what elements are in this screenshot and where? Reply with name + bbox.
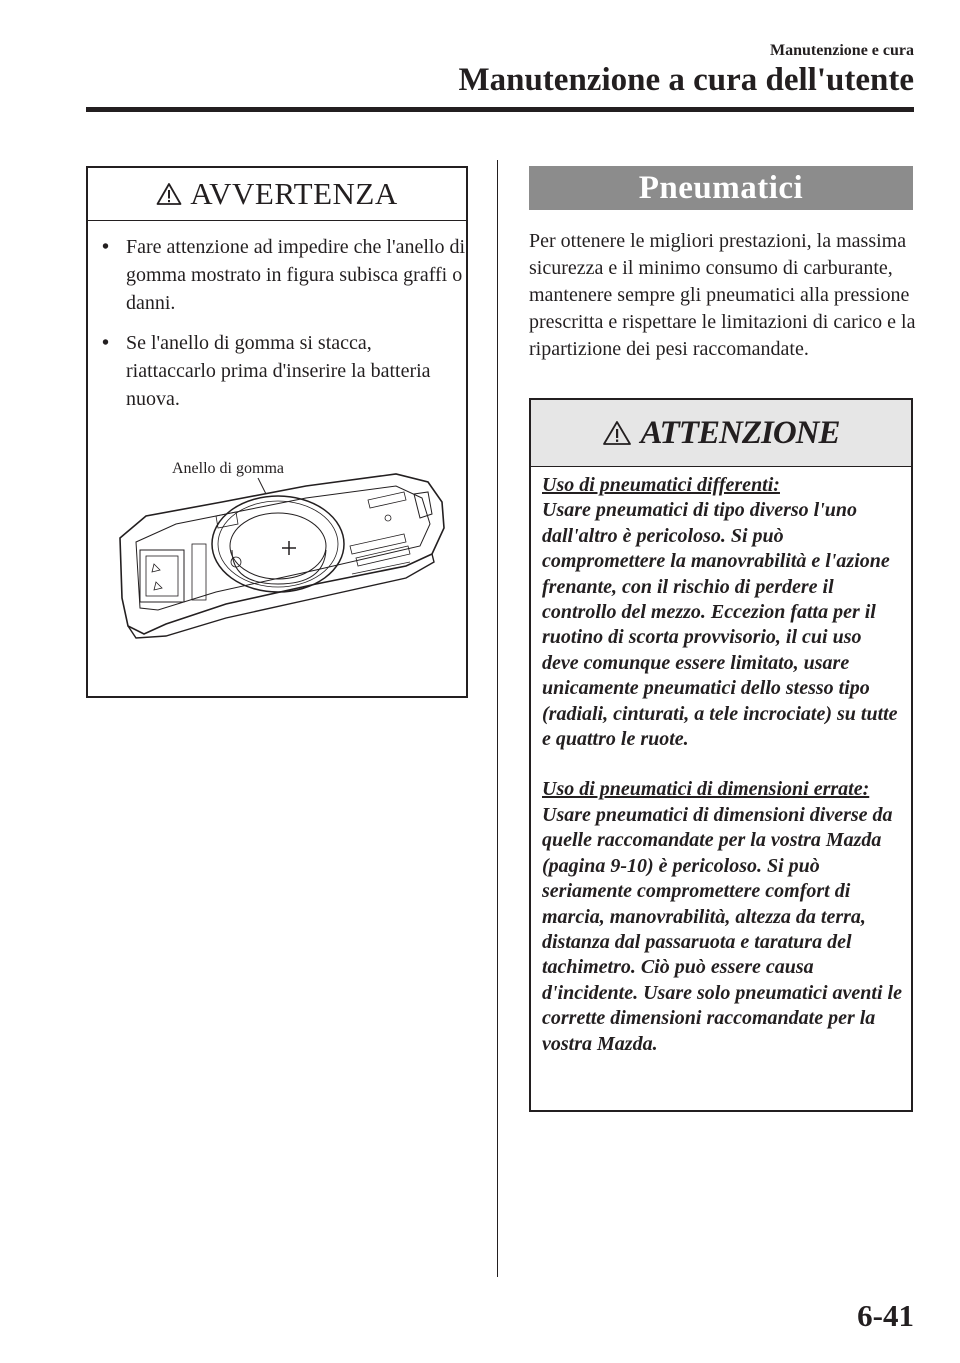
warning-triangle-icon (602, 420, 632, 446)
warning-item (102, 329, 466, 413)
warning-item (102, 233, 466, 317)
warning-list (88, 233, 466, 413)
caution-body (531, 467, 911, 1057)
key-battery-figure (106, 458, 450, 658)
section-title: Manutenzione a cura dell'utente (458, 62, 914, 98)
warning-item-text: Fare attenzione ad impedire che l'anello di gomma mostrato in figura subisca graffi o danni. (126, 236, 466, 314)
warning-title: AVVERTENZA (190, 176, 398, 211)
caution-subtitle: Uso di pneumatici di dimensioni errate: (542, 778, 870, 801)
warning-box (86, 166, 468, 698)
section-heading-bar (529, 166, 913, 210)
warning-item-text: Se l'anello di gomma si stacca, riattaccarlo prima d'inserire la batteria nuova. (126, 332, 431, 410)
chapter-title: Manutenzione e cura (770, 42, 914, 59)
caution-box (529, 398, 913, 1112)
caution-subtitle: Uso di pneumatici differenti: (542, 474, 780, 496)
header-rule (86, 107, 914, 112)
warning-triangle-icon (156, 182, 182, 206)
intro-paragraph: Per ottenere le migliori prestazioni, la massima sicurezza e il minimo consumo di carburante, mantenere sempre gli pneumatici alla pressione prescritta e rispettare le limitazioni di carico e la ripartizione dei pesi raccomandate. (529, 230, 916, 360)
caution-text: Usare pneumatici di dimensioni diverse da quelle raccomandate per la vostra Mazda (pagina 9-10) è pericoloso. Si può seriamente compromettere comfort di marcia, manovrabilità, altezza da terra, distanza dal passaruota e taratura del tachimetro. Ciò può essere causa d'incidente. Usare solo pneumatici aventi le corrette dimensioni raccomandate per la vostra Mazda. (542, 803, 902, 1055)
bullet-dot: • (102, 236, 110, 258)
figure-label: Anello di gomma (172, 460, 284, 477)
column-divider (497, 160, 498, 1277)
caution-header (531, 400, 911, 467)
caution-title: ATTENZIONE (640, 414, 840, 451)
caution-text: Usare pneumatici di tipo diverso l'uno dall'altro è pericoloso. Si può compromettere la manovrabilità e l'azione frenante, con il rischio di perdere il controllo del mezzo. Eccezion fatta per il ruotino di scorta provvisorio, il cui uso deve comunque essere limitato, usare unicamente pneumatici dello stesso tipo (radiali, cinturati, a tele incrociate) su tutte e quattro le ruote. (542, 499, 898, 751)
section-heading: Pneumatici (638, 169, 804, 206)
warning-header (88, 168, 466, 221)
page-number: 6-41 (857, 1298, 914, 1333)
bullet-dot: • (102, 332, 110, 354)
